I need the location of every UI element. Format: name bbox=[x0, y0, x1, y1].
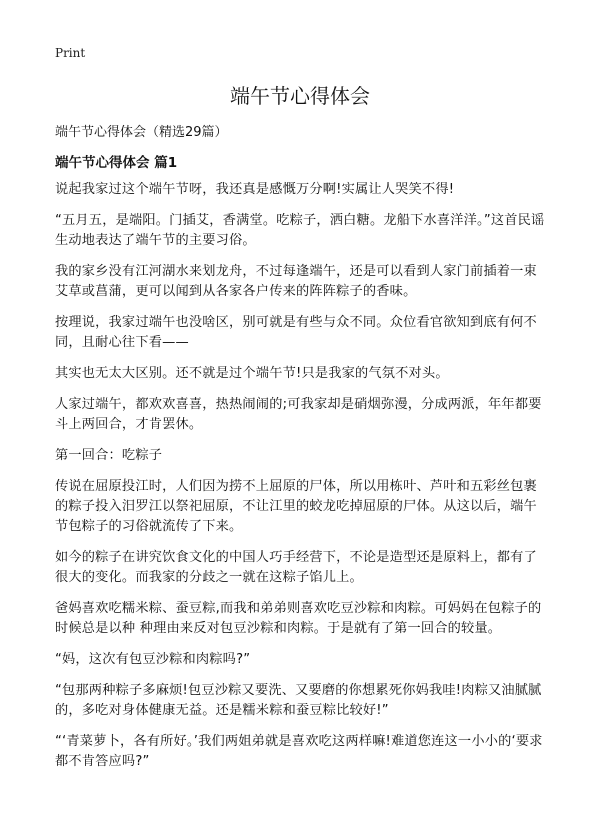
paragraph: 爸妈喜欢吃糯米粽、蚕豆粽,而我和弟弟则喜欢吃豆沙粽和肉粽。可妈妈在包粽子的时候总是以种 种理由来反对包豆沙粽和肉粽。于是就有了第一回合的较量。 bbox=[55, 601, 542, 636]
round-heading: 第一回合：吃粽子 bbox=[55, 448, 163, 463]
print-link[interactable]: Print bbox=[55, 46, 86, 60]
section-heading: 端午节心得体会 篇1 bbox=[55, 155, 178, 171]
paragraph: 传说在屈原投江时，人们因为捞不上屈原的尸体，所以用栋叶、芦叶和五彩丝包裹的粽子投入汨罗江以祭祀屈原，不让江里的蛟龙吃掉屈原的尸体。从这以后，端午节包粽子的习俗就流传了下来。 bbox=[55, 479, 537, 534]
paragraph: “妈，这次有包豆沙粽和肉粽吗?” bbox=[55, 652, 251, 667]
paragraph: 说起我家过这个端午节呀，我还真是感慨万分啊!实属让人哭笑不得! bbox=[55, 182, 455, 197]
paragraph: 按理说，我家过端午也没啥区，别可就是有些与众不同。众位看官欲知到底有何不同，且耐心往下看—— bbox=[55, 315, 537, 350]
article-body bbox=[55, 180, 550, 783]
document-subtitle: 端午节心得体会（精选29篇） bbox=[55, 125, 228, 140]
paragraph: 人家过端午，都欢欢喜喜，热热闹闹的;可我家却是硝烟弥漫，分成两派，年年都要斗上两回合，才肯罢休。 bbox=[55, 397, 542, 432]
paragraph: 如今的粽子在讲究饮食文化的中国人巧手经营下，不论是造型还是原料上，都有了很大的变化。而我家的分歧之一就在这粽子馅儿上。 bbox=[55, 550, 537, 585]
paragraph: 其实也无太大区别。还不就是过个端午节!只是我家的气氛不对头。 bbox=[55, 366, 449, 381]
paragraph: “‘青菜萝卜，各有所好。’我们两姐弟就是喜欢吃这两样嘛!难道您连这一小小的‘要求都不肯答应吗?” bbox=[55, 734, 543, 769]
paragraph: 我的家乡没有江河湖水来划龙舟，不过每逢端午，还是可以看到人家门前插着一束艾草或菖蒲，更可以闻到从各家各户传来的阵阵粽子的香味。 bbox=[55, 264, 537, 299]
page-title: 端午节心得体会 bbox=[230, 84, 370, 108]
paragraph: “包那两种粽子多麻烦!包豆沙粽又要洗、又要磨的你想累死你妈我哇!肉粽又油腻腻的，多吃对身体健康无益。还是糯米粽和蚕豆粽比较好!” bbox=[55, 683, 542, 718]
paragraph: “五月五，是端阳。门插艾，香满堂。吃粽子，洒白糖。龙船下水喜洋洋。”这首民谣生动地表达了端午节的主要习俗。 bbox=[55, 213, 545, 248]
